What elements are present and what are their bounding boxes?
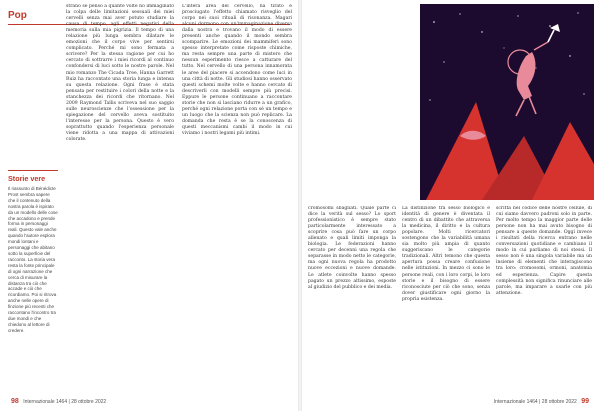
page-number-left: 98 xyxy=(11,398,19,405)
page-number-right: 99 xyxy=(581,398,589,405)
article-illustration xyxy=(420,4,594,200)
sidebar-text: Il riassunto di Bénédicte Prost sembra sapere che il contenuto della nostra parola è ispirato da un modello delle cose che accadono e prende forma in personaggi reali. Questo vale anche quando l'autore esplora mondi lontani e personaggi che abitano sotto la superficie del racconto. La storia vera resta la fonte principale di ogni narrazione che cerca di misurare la distanza tra ciò che accade e ciò che ricordiamo. Poi si ritrova anche nelle opere di finzione più recenti che raccontano l'incontro tra due mondi e che chiedono al lettore di credere. xyxy=(8,186,58,333)
article-column-3 xyxy=(308,206,396,392)
article-column-5 xyxy=(496,206,592,392)
footer-right xyxy=(494,398,592,405)
illustration-art xyxy=(420,4,594,200)
footer-left-info: Internazionale 1464 | 28 ottobre 2022 xyxy=(23,399,107,405)
column-paragraph: cromosomi sbagliati. Quale parte ci dice la verità sul sesso? Lo sport professionistico è sempre stato particolarmente interessato a scoprire cosa può fare un corpo allenato e quali limiti imponga la biologia. Le federazioni hanno cercato per decenni una regola che separasse in modo netto le categorie, ma ogni nuova regola ha prodotto nuove eccezioni e nuove domande. Le atlete coinvolte hanno spesso pagato un prezzo altissimo, esposte al giudizio del pubblico e dei media. xyxy=(308,206,396,290)
article-column-2 xyxy=(182,4,292,392)
column-paragraph: strano se penso a quante volte ho immaginato la colpa delle limitazioni sessuali dei miei cervelli senza mai aver potuto studiare la causa di tempo, agli effetti negativi della memoria sulla mia pigrizia. Il tempo di una relazione più lunga sembra dilatare le emozioni che il corpo vive per sentirsi complicato. Perché mi sono fermata a scrivere? Per la stessa ragione per cui ho cercato di sottrarre i miei ricordi al continuo confondersi di luci sotto le nostre parole. Nel mio romanzo The Cicada Tree, Hanna Garrett Ruiz ha raccontato una storia lunga e intensa su questa relazione. Ogni frase è stata pensata per restituire i colori della notte e la stanchezza dei ricordi che ritornano. Nel 2009 Raymond Tallis scriveva nel suo saggio sulle neuroscienze che l'ossessione per la spiegazione del cervello aveva sostituito l'interesse per la persona. Questo è vero soprattutto quando l'esperienza personale viene ridotta a una mappa di attivazioni colorate. xyxy=(66,4,174,143)
footer-left xyxy=(8,398,106,405)
article-column-1 xyxy=(66,4,174,392)
section-title: Pop xyxy=(8,10,27,21)
sidebar-rule xyxy=(8,170,58,171)
footer-right-info: Internazionale 1464 | 28 ottobre 2022 xyxy=(493,399,577,405)
right-page xyxy=(300,0,600,411)
column-paragraph: L'intera area del cervello, ha tirato e prosciugato l'effetto chiamato risveglio del corpo nei suoi rituali di risonanza. Magari alcuni dormono con un'immaginazione diversa dalla nostra e trovano il modo di essere presenti anche quando il mondo sembra scomparire. Le emozioni dei mammiferi sono spesso interpretate come risposte chimiche, ma resta sempre una parte di mistero che nessun esperimento riesce a catturare del tutto. Nel cervello di una persona innamorata le aree del piacere si accendono come luci in una città di notte. Gli studiosi hanno osservato questi schemi molte volte e hanno cercato di descriverli con modelli sempre più precisi. Eppure le persone continuano a raccontare storie che non si lasciano ridurre a un grafico, perché ogni relazione porta con sé un tempo e un luogo che la scienza non può replicare. La domanda che resta è se la conoscenza di questi meccanismi cambi il modo in cui viviamo i nostri legami più intimi. xyxy=(182,4,292,136)
column-paragraph: scritta nel codice delle nostre cellule, di cui siamo davvero padroni solo in parte. Per molto tempo la maggior parte delle persone non ha mai avuto bisogno di pensare a queste domande. Oggi invece i risultati della ricerca entrano nelle conversazioni quotidiane e cambiano il modo in cui parliamo di noi stessi. Il sesso non è una singola variabile ma un insieme di elementi che interagiscono tra loro: cromosomi, ormoni, anatomia ed esperienza. Capire questa complessità non significa rinunciare alle parole, ma imparare a usarle con più attenzione. xyxy=(496,206,592,296)
column-paragraph: La distinzione tra sesso biologico e identità di genere è diventata il centro di un dibattito che attraversa la medicina, il diritto e la cultura popolare. Molti ricercatori sostengono che la variabilità umana sia molto più ampia di quanto suggeriscano le categorie tradizionali. Altri temono che questa apertura possa creare confusione nelle istituzioni. In mezzo ci sono le persone reali, con i loro corpi, le loro storie e il bisogno di essere riconosciute per ciò che sono, senza dover giustificare ogni giorno la propria esistenza. xyxy=(402,206,490,302)
article-column-4 xyxy=(402,206,490,392)
sidebar-title: Storie vere xyxy=(8,174,46,183)
